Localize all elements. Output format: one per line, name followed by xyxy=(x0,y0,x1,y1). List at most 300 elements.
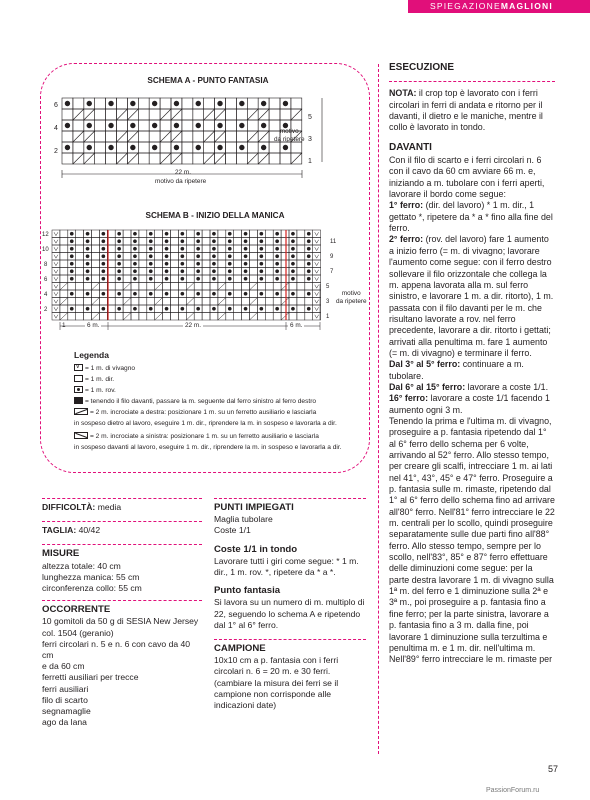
chart-cell xyxy=(247,142,258,153)
chart-cell xyxy=(131,313,139,321)
schema-a-row-2: 2 xyxy=(54,148,58,155)
chart-cell xyxy=(123,253,131,261)
chart-cell xyxy=(305,283,313,291)
chart-cell xyxy=(92,245,100,253)
chart-cell xyxy=(273,298,281,306)
chart-cell xyxy=(131,298,139,306)
chart-cell xyxy=(313,313,321,321)
chart-cell xyxy=(234,313,242,321)
purl-mark xyxy=(118,277,121,280)
schema-b-row-11: 11 xyxy=(330,239,337,245)
cross-left-icon xyxy=(74,432,88,439)
purl-mark xyxy=(149,270,152,273)
purl-mark xyxy=(228,262,231,265)
cross-mark xyxy=(160,131,171,142)
cross-mark xyxy=(247,131,258,142)
schema-b-bottom-6m-right: 6 m. xyxy=(290,322,303,329)
schema-a-row-6: 6 xyxy=(54,102,58,109)
purl-mark xyxy=(228,277,231,280)
cross-mark xyxy=(60,298,68,306)
chart-cell xyxy=(99,283,107,291)
chart-cell xyxy=(186,305,194,313)
purl-mark xyxy=(261,123,266,128)
cross-mark xyxy=(117,109,128,120)
chart-cell xyxy=(226,109,237,120)
chart-cell xyxy=(76,290,84,298)
purl-mark xyxy=(174,101,179,106)
watermark: PassionForum.ru xyxy=(486,787,540,794)
chart-cell xyxy=(250,268,258,276)
purl-mark xyxy=(307,292,310,295)
chart-cell xyxy=(265,268,273,276)
section-label: SPIEGAZIONE xyxy=(430,1,501,11)
chart-cell xyxy=(60,275,68,283)
purl-mark xyxy=(165,232,168,235)
selvage-mark xyxy=(315,247,319,250)
chart-cell xyxy=(273,313,281,321)
chart-cell xyxy=(202,290,210,298)
chart-cell xyxy=(155,290,163,298)
chart-cell xyxy=(291,98,302,109)
purl-mark xyxy=(261,101,266,106)
cross-mark xyxy=(127,153,138,164)
chart-cell xyxy=(138,109,149,120)
purl-mark xyxy=(276,262,279,265)
chart-cell xyxy=(202,245,210,253)
purl-mark xyxy=(260,307,263,310)
chart-cell xyxy=(178,313,186,321)
chart-cell xyxy=(92,253,100,261)
schema-b-bottom-22m: 22 m. xyxy=(185,322,201,329)
chart-cell xyxy=(155,238,163,246)
purl-mark xyxy=(130,101,135,106)
chart-cell xyxy=(84,313,92,321)
purl-mark xyxy=(86,292,89,295)
purl-mark xyxy=(239,123,244,128)
chart-cell xyxy=(202,275,210,283)
chart-cell xyxy=(106,109,117,120)
chart-cell xyxy=(234,305,242,313)
legend-item-passata: = tenendo il filo davanti, passare la m. seguente dal ferro sinistro al ferro destro xyxy=(74,397,316,406)
purl-mark xyxy=(149,262,152,265)
purl-mark xyxy=(86,232,89,235)
chart-cell xyxy=(160,98,171,109)
punti-title: PUNTI IMPIEGATI xyxy=(214,502,294,513)
chart-cell xyxy=(149,109,160,120)
chart-cell xyxy=(186,245,194,253)
purl-mark xyxy=(196,123,201,128)
purl-mark xyxy=(165,270,168,273)
cross-mark xyxy=(291,109,302,120)
chart-cell xyxy=(60,230,68,238)
purl-mark xyxy=(291,262,294,265)
purl-mark xyxy=(87,101,92,106)
cross-mark xyxy=(204,109,215,120)
legend-title: Legenda xyxy=(74,350,109,360)
chart-cell xyxy=(171,290,179,298)
purl-mark xyxy=(70,240,73,243)
chart-cell xyxy=(76,238,84,246)
purl-mark xyxy=(307,255,310,258)
chart-cell xyxy=(117,98,128,109)
occorrente-item: 10 gomitoli da 50 g di SESIA New Jersey xyxy=(42,616,199,627)
ferro-1: 1° ferro: (dir. del lavoro) * 1 m. dir., 1 gettato *, ripetere da * a * fino alla fine del ferro. xyxy=(389,200,553,234)
davanti-intro: Con il filo di scarto e i ferri circolari n. 6 con il cavo da 60 cm avviare 66 m. e, iniziando a m. tubolare con i ferri aperti, lavorare il bordo come segue: xyxy=(389,155,545,200)
rov-stitch-icon xyxy=(74,386,83,393)
chart-cell xyxy=(155,305,163,313)
chart-cell xyxy=(92,260,100,268)
purl-mark xyxy=(118,255,121,258)
purl-mark xyxy=(181,255,184,258)
cross-mark xyxy=(84,109,95,120)
chart-cell xyxy=(250,245,258,253)
chart-cell xyxy=(60,253,68,261)
chart-cell xyxy=(155,275,163,283)
purl-mark xyxy=(307,232,310,235)
chart-cell xyxy=(269,153,280,164)
purl-mark xyxy=(291,232,294,235)
purl-mark xyxy=(228,255,231,258)
chart-cell xyxy=(62,153,73,164)
chart-cell xyxy=(218,245,226,253)
chart-cell xyxy=(313,268,321,276)
cross-mark xyxy=(186,313,194,321)
chart-cell xyxy=(163,298,171,306)
purl-mark xyxy=(212,262,215,265)
purl-mark xyxy=(70,255,73,258)
cross-mark xyxy=(281,283,289,291)
selvage-mark xyxy=(54,285,58,288)
chart-cell xyxy=(289,283,297,291)
chart-cell xyxy=(52,245,60,253)
purl-mark xyxy=(276,292,279,295)
chart-cell xyxy=(76,245,84,253)
cross-mark xyxy=(92,298,100,306)
cross-mark xyxy=(155,298,163,306)
purl-mark xyxy=(102,262,105,265)
purl-mark xyxy=(291,292,294,295)
chart-cell xyxy=(194,313,202,321)
chart-cell xyxy=(52,283,60,291)
schema-b-bottom-6m-left: 6 m. xyxy=(87,322,100,329)
chart-cell xyxy=(182,131,193,142)
purl-mark xyxy=(149,292,152,295)
schema-b-bottom-1: 1 xyxy=(62,322,66,329)
chart-cell xyxy=(52,260,60,268)
purl-mark xyxy=(165,277,168,280)
chart-cell xyxy=(242,298,250,306)
chart-cell xyxy=(289,313,297,321)
chart-cell xyxy=(62,109,73,120)
selvage-mark xyxy=(54,232,58,235)
purl-mark xyxy=(260,270,263,273)
chart-cell xyxy=(52,298,60,306)
chart-cell xyxy=(250,275,258,283)
purl-mark xyxy=(239,145,244,150)
chart-cell xyxy=(218,275,226,283)
chart-cell xyxy=(218,253,226,261)
cross-mark xyxy=(291,153,302,164)
purl-mark xyxy=(291,270,294,273)
chart-cell xyxy=(234,268,242,276)
purl-mark xyxy=(244,277,247,280)
selvage-mark xyxy=(54,277,58,280)
purl-mark xyxy=(87,123,92,128)
chart-cell xyxy=(297,253,305,261)
purl-mark xyxy=(70,247,73,250)
legend-item-cross-right-cont: in sospeso dietro al lavoro, eseguire 1 m. dir., riprendere la m. in sospeso e lavorarla a dir. xyxy=(74,420,337,427)
chart-cell xyxy=(52,305,60,313)
purl-mark xyxy=(260,232,263,235)
chart-cell xyxy=(297,283,305,291)
chart-cell xyxy=(265,260,273,268)
purl-mark xyxy=(228,240,231,243)
selvage-mark xyxy=(315,262,319,265)
purl-mark xyxy=(149,255,152,258)
purl-mark xyxy=(197,270,200,273)
chart-cell xyxy=(52,238,60,246)
purl-mark xyxy=(197,262,200,265)
purl-mark xyxy=(276,247,279,250)
chart-cell xyxy=(313,298,321,306)
purl-mark xyxy=(149,307,152,310)
purl-mark xyxy=(291,307,294,310)
chart-cell xyxy=(313,260,321,268)
coste-title: Coste 1/1 in tondo xyxy=(214,543,298,555)
chart-cell xyxy=(265,253,273,261)
chart-cell xyxy=(123,260,131,268)
purl-mark xyxy=(197,292,200,295)
cross-mark xyxy=(123,298,131,306)
chart-cell xyxy=(138,98,149,109)
purl-mark xyxy=(133,262,136,265)
selvage-mark xyxy=(315,300,319,303)
chart-cell xyxy=(76,283,84,291)
chart-cell xyxy=(218,238,226,246)
selvage-mark xyxy=(315,270,319,273)
chart-cell xyxy=(76,305,84,313)
chart-cell xyxy=(297,238,305,246)
chart-cell xyxy=(68,313,76,321)
purl-mark xyxy=(228,270,231,273)
chart-cell xyxy=(202,253,210,261)
chart-cell xyxy=(281,290,289,298)
misure-title: MISURE xyxy=(42,548,80,560)
chart-cell xyxy=(297,290,305,298)
chart-cell xyxy=(226,120,237,131)
schema-b-row-9: 9 xyxy=(330,254,334,260)
chart-cell xyxy=(155,260,163,268)
schema-b-row-10: 10 xyxy=(42,247,49,253)
nota: NOTA: il crop top è lavorato con i ferri circolari in ferri di andata e ritorno per il davanti, il dietro e le maniche, mentre il collo è lavorato in tondo. xyxy=(389,88,543,133)
chart-cell xyxy=(171,305,179,313)
chart-cell xyxy=(123,230,131,238)
chart-cell xyxy=(281,238,289,246)
purl-mark xyxy=(70,292,73,295)
chart-cell xyxy=(234,253,242,261)
chart-cell xyxy=(155,230,163,238)
purl-mark xyxy=(244,255,247,258)
chart-cell xyxy=(234,260,242,268)
purl-mark xyxy=(276,232,279,235)
chart-cell xyxy=(182,153,193,164)
chart-cell xyxy=(149,153,160,164)
purl-mark xyxy=(130,145,135,150)
chart-cell xyxy=(210,313,218,321)
chart-cell xyxy=(155,253,163,261)
selvage-mark xyxy=(315,255,319,258)
purl-mark xyxy=(130,123,135,128)
chart-cell xyxy=(60,305,68,313)
occorrente-item: ferri ausiliari xyxy=(42,683,89,694)
purl-mark xyxy=(118,292,121,295)
selvage-mark xyxy=(54,240,58,243)
purl-mark xyxy=(109,123,114,128)
purl-mark xyxy=(212,240,215,243)
purl-mark xyxy=(86,255,89,258)
chart-cell xyxy=(171,260,179,268)
chart-cell xyxy=(313,238,321,246)
chart-cell xyxy=(95,153,106,164)
page-number: 57 xyxy=(548,764,559,774)
chart-cell xyxy=(193,153,204,164)
davanti-body: Tenendo la prima e l'ultima m. di vivagno, proseguire a p. fantasia ripetendo dal 1° al 6° ferro dello schema per 6 volte, arrivando al 52° ferro. Allo stesso tempo, per creare gli scalfi, intrecciare 1 m. ai lati nel 41°, 43°, 45° e 47° ferro. Proseguire a p. fantasia sulle m. rimaste, ripetendo dal 1° al 6° ferro dello schema fino ad arrivare all'80° ferro. Nell'81° ferro intrecciare le 22 m. centrali per lo scollo, quindi proseguire separatamente sulle due parti fino all'88° ferro. Allo stesso tempo, sempre per lo scollo, nell'83°, 85° e 87° ferro effettuare delle diminuzioni come segue: per la parte destra lavorare 1 m. di vivagno sulla 1ª m. del ferro e 1 diminuzione sulla 2ª e 3ª m., poi proseguire a p. fantasia fino a fine ferro; per la parte sinistra, lavorare a p. fantasia fino a 3 m. dalla fine, poi lavorare 1 diminuzione sulla terzultima e penultima m. e 1 m. dir. nell'ultima m. Nell'89° ferro intrecciare le m. rimaste per xyxy=(389,415,555,665)
purl-mark xyxy=(133,277,136,280)
cross-mark xyxy=(204,131,215,142)
chart-cell xyxy=(204,120,215,131)
occorrente-item: ago da lana xyxy=(42,717,87,728)
purl-mark xyxy=(118,307,121,310)
purl-mark xyxy=(228,247,231,250)
purl-mark xyxy=(165,247,168,250)
misure-item: circonferenza collo: 55 cm xyxy=(42,583,142,594)
chart-cell xyxy=(84,283,92,291)
chart-cell xyxy=(84,298,92,306)
purl-mark xyxy=(212,270,215,273)
chart-cell xyxy=(218,260,226,268)
chart-cell xyxy=(147,283,155,291)
chart-cell xyxy=(305,298,313,306)
purl-mark xyxy=(86,277,89,280)
chart-cell xyxy=(226,98,237,109)
campione-text: 10x10 cm a p. fantasia con i ferri circolari n. 6 = 20 m. e 30 ferri. xyxy=(214,655,339,677)
legend-item-cross-right: = 2 m. incrociate a destra: posizionare 1 m. su un ferretto ausiliario e lasciarla xyxy=(74,408,316,417)
cross-mark xyxy=(123,283,131,291)
left-column xyxy=(42,498,202,728)
chart-cell xyxy=(313,283,321,291)
left-rule-3 xyxy=(42,544,202,545)
chart-cell xyxy=(281,245,289,253)
chart-cell xyxy=(250,253,258,261)
legend-item-vivagno: v= 1 m. di vivagno xyxy=(74,364,135,373)
legend-item-rov: = 1 m. rov. xyxy=(74,386,116,395)
chart-cell xyxy=(281,268,289,276)
cross-mark xyxy=(171,131,182,142)
purl-mark xyxy=(218,123,223,128)
chart-cell xyxy=(139,238,147,246)
chart-cell xyxy=(242,283,250,291)
ferro-6-15: Dal 6° al 15° ferro: lavorare a coste 1/1. xyxy=(389,381,549,392)
purl-mark xyxy=(212,255,215,258)
chart-cell xyxy=(194,298,202,306)
purl-mark xyxy=(276,307,279,310)
purl-mark xyxy=(276,277,279,280)
purl-mark xyxy=(197,232,200,235)
chart-cell xyxy=(280,153,291,164)
chart-cell xyxy=(257,283,265,291)
cross-mark xyxy=(218,298,226,306)
chart-cell xyxy=(313,290,321,298)
chart-cell xyxy=(289,298,297,306)
purl-mark xyxy=(181,277,184,280)
schema-a-title: SCHEMA A - PUNTO FANTASIA xyxy=(147,76,269,85)
chart-cell xyxy=(73,120,84,131)
chart-cell xyxy=(218,290,226,298)
selvage-mark xyxy=(54,247,58,250)
legend-item-cross-left: = 2 m. incrociate a sinistra: posizionare 1 m. su un ferretto ausiliario e lasciarla xyxy=(74,432,319,441)
difficolta: DIFFICOLTÀ: media xyxy=(42,502,122,512)
cross-mark xyxy=(60,283,68,291)
chart-cell xyxy=(95,98,106,109)
purl-mark xyxy=(276,240,279,243)
purl-mark xyxy=(197,307,200,310)
chart-cell xyxy=(281,230,289,238)
schema-b-title: SCHEMA B - INIZIO DELLA MANICA xyxy=(145,211,285,220)
schema-b-row-2: 2 xyxy=(44,307,48,313)
schema-b-repeat-note: motivo da ripetere xyxy=(336,290,367,305)
chart-cell xyxy=(247,120,258,131)
column-divider xyxy=(378,64,379,754)
chart-cell xyxy=(123,245,131,253)
chart-cell xyxy=(52,290,60,298)
purl-mark xyxy=(260,262,263,265)
purl-mark xyxy=(244,232,247,235)
chart-cell xyxy=(281,305,289,313)
cross-mark xyxy=(218,283,226,291)
chart-cell xyxy=(236,153,247,164)
purl-mark xyxy=(86,240,89,243)
purl-mark xyxy=(181,240,184,243)
misure-item: lunghezza manica: 55 cm xyxy=(42,571,140,582)
coste-text: Lavorare tutti i giri come segue: * 1 m. dir., 1 m. rov. *, ripetere da * a *. xyxy=(214,555,359,578)
purl-mark xyxy=(118,247,121,250)
purl-mark xyxy=(102,277,105,280)
purl-mark xyxy=(244,292,247,295)
purl-mark xyxy=(291,277,294,280)
schema-b-row-1: 1 xyxy=(326,314,330,320)
purl-mark xyxy=(196,101,201,106)
cross-right-icon xyxy=(74,408,88,415)
chart-cell xyxy=(297,260,305,268)
chart-cell xyxy=(139,305,147,313)
schema-a-row-3: 3 xyxy=(308,136,312,143)
chart-cell xyxy=(76,260,84,268)
cross-mark xyxy=(84,153,95,164)
purl-mark xyxy=(86,247,89,250)
purl-mark xyxy=(65,145,70,150)
schema-b-row-8: 8 xyxy=(44,262,48,268)
cross-mark xyxy=(250,313,258,321)
chart-cell xyxy=(73,98,84,109)
chart-cell xyxy=(234,230,242,238)
cross-mark xyxy=(215,153,226,164)
cross-mark xyxy=(204,153,215,164)
chart-cell xyxy=(250,305,258,313)
purl-mark xyxy=(244,240,247,243)
chart-cell xyxy=(265,245,273,253)
selvage-mark xyxy=(54,262,58,265)
chart-cell xyxy=(160,120,171,131)
